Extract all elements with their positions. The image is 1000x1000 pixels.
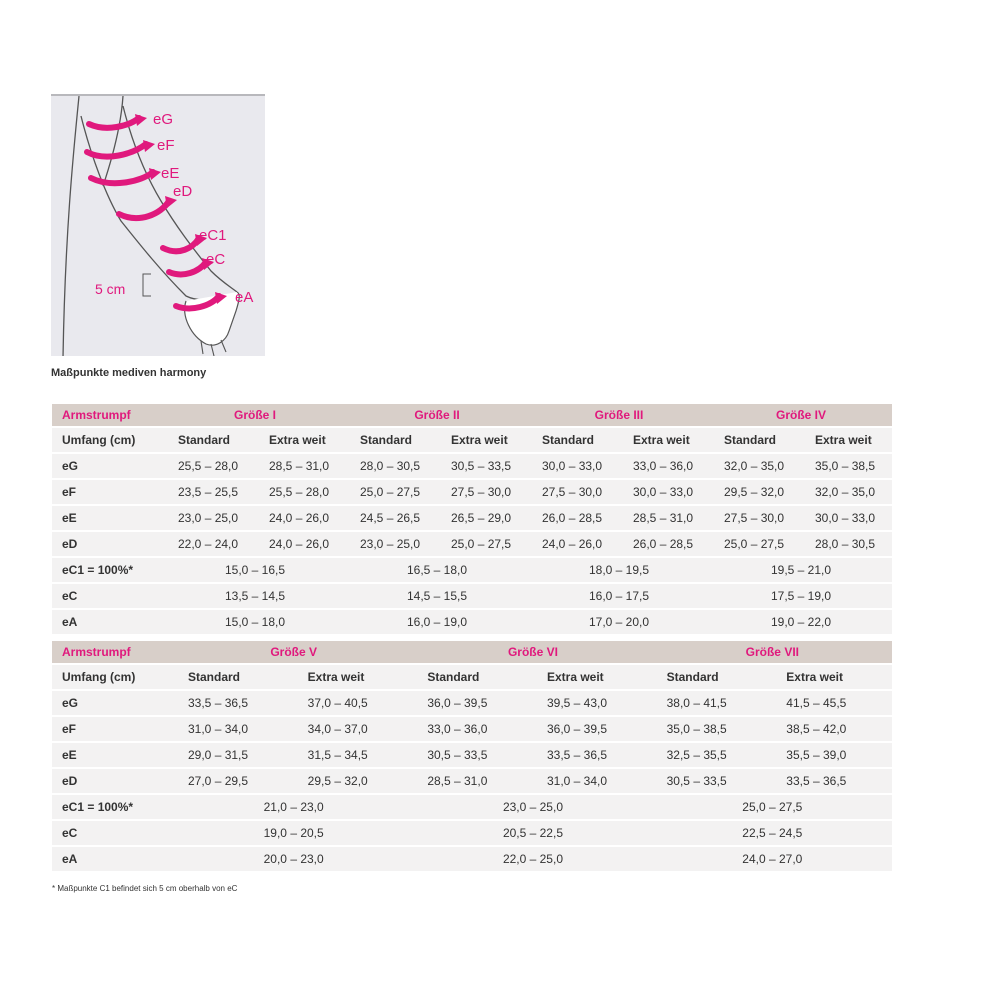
- row-label: eC1 = 100%*: [52, 558, 164, 582]
- table-cell: 30,5 – 33,5: [413, 743, 533, 767]
- table-cell: 32,0 – 35,0: [710, 454, 801, 478]
- size-group-header: Größe III: [528, 404, 710, 426]
- table-cell: 39,5 – 43,0: [533, 691, 653, 715]
- table-row: [52, 795, 892, 819]
- table-cell: 21,0 – 23,0: [174, 795, 413, 819]
- table-cell: 23,0 – 25,0: [346, 532, 437, 556]
- table-cell: 31,5 – 34,5: [294, 743, 414, 767]
- table-cell: 31,0 – 34,0: [174, 717, 294, 741]
- column-header: Extra weit: [533, 665, 653, 689]
- table-cell: 29,5 – 32,0: [710, 480, 801, 504]
- table-cell: 24,0 – 26,0: [528, 532, 619, 556]
- table-cell: 23,0 – 25,0: [413, 795, 652, 819]
- row-label: eD: [52, 532, 164, 556]
- column-header: Extra weit: [801, 428, 892, 452]
- row-label: eG: [52, 454, 164, 478]
- row-label: eA: [52, 610, 164, 634]
- table-cell: 35,0 – 38,5: [801, 454, 892, 478]
- table-cell: 30,5 – 33,5: [653, 769, 773, 793]
- column-header: Standard: [164, 428, 255, 452]
- table-cell: 33,0 – 36,0: [619, 454, 710, 478]
- table-cell: 13,5 – 14,5: [164, 584, 346, 608]
- size-group-header: Größe VII: [653, 641, 892, 663]
- table-cell: 41,5 – 45,5: [772, 691, 892, 715]
- table-cell: 35,0 – 38,5: [653, 717, 773, 741]
- arm-illustration: [51, 96, 265, 356]
- table-cell: 17,0 – 20,0: [528, 610, 710, 634]
- column-header: Extra weit: [294, 665, 414, 689]
- table-row: [52, 532, 892, 556]
- label-eE: eE: [161, 165, 180, 182]
- table-cell: 28,5 – 31,0: [255, 454, 346, 478]
- table-cell: 33,5 – 36,5: [533, 743, 653, 767]
- table-cell: 33,5 – 36,5: [174, 691, 294, 715]
- table-cell: 19,5 – 21,0: [710, 558, 892, 582]
- size-group-header: Größe VI: [413, 641, 652, 663]
- table-row: [52, 584, 892, 608]
- label-eC: eC: [206, 251, 226, 268]
- table-cell: 38,5 – 42,0: [772, 717, 892, 741]
- table-row: [52, 743, 892, 767]
- table-cell: 18,0 – 19,5: [528, 558, 710, 582]
- table-row: [52, 506, 892, 530]
- size-table-1: [52, 402, 892, 636]
- row-label: eC1 = 100%*: [52, 795, 174, 819]
- table-cell: 22,0 – 25,0: [413, 847, 652, 871]
- size-group-header: Größe V: [174, 641, 413, 663]
- header-label: Armstrumpf: [52, 641, 174, 663]
- table-cell: 22,5 – 24,5: [653, 821, 892, 845]
- table-cell: 24,0 – 26,0: [255, 532, 346, 556]
- row-label: eG: [52, 691, 174, 715]
- table-cell: 33,0 – 36,0: [413, 717, 533, 741]
- table-cell: 25,0 – 27,5: [437, 532, 528, 556]
- label-eD: eD: [173, 183, 193, 200]
- table-cell: 30,5 – 33,5: [437, 454, 528, 478]
- row-label: eE: [52, 506, 164, 530]
- row-label: eF: [52, 480, 164, 504]
- footnote: * Maßpunkte C1 befindet sich 5 cm oberhalb von eC: [52, 884, 238, 893]
- table-cell: 25,5 – 28,0: [255, 480, 346, 504]
- table-cell: 30,0 – 33,0: [619, 480, 710, 504]
- size-table-2: [52, 639, 892, 873]
- table-cell: 17,5 – 19,0: [710, 584, 892, 608]
- table-cell: 36,0 – 39,5: [413, 691, 533, 715]
- table-cell: 22,0 – 24,0: [164, 532, 255, 556]
- arm-measurement-figure: [51, 94, 265, 356]
- table-cell: 28,0 – 30,5: [346, 454, 437, 478]
- table-cell: 38,0 – 41,5: [653, 691, 773, 715]
- table-cell: 16,0 – 17,5: [528, 584, 710, 608]
- size-group-header: Größe II: [346, 404, 528, 426]
- table-cell: 28,5 – 31,0: [619, 506, 710, 530]
- column-header: Standard: [710, 428, 801, 452]
- row-label: eD: [52, 769, 174, 793]
- table-cell: 16,5 – 18,0: [346, 558, 528, 582]
- table-row: [52, 717, 892, 741]
- label-eG: eG: [153, 111, 174, 128]
- table-cell: 25,5 – 28,0: [164, 454, 255, 478]
- table-cell: 29,0 – 31,5: [174, 743, 294, 767]
- column-header: Standard: [413, 665, 533, 689]
- size-group-header: Größe IV: [710, 404, 892, 426]
- table-cell: 19,0 – 22,0: [710, 610, 892, 634]
- table-cell: 20,5 – 22,5: [413, 821, 652, 845]
- table-cell: 29,5 – 32,0: [294, 769, 414, 793]
- table-cell: 24,0 – 27,0: [653, 847, 892, 871]
- table-cell: 34,0 – 37,0: [294, 717, 414, 741]
- table-cell: 26,0 – 28,5: [528, 506, 619, 530]
- table-row: [52, 769, 892, 793]
- table-cell: 27,5 – 30,0: [710, 506, 801, 530]
- table-row: [52, 847, 892, 871]
- table-cell: 25,0 – 27,5: [710, 532, 801, 556]
- column-header: Extra weit: [437, 428, 528, 452]
- column-header: Standard: [653, 665, 773, 689]
- table-cell: 33,5 – 36,5: [772, 769, 892, 793]
- row-label: eA: [52, 847, 174, 871]
- table-cell: 35,5 – 39,0: [772, 743, 892, 767]
- table-cell: 23,5 – 25,5: [164, 480, 255, 504]
- table-cell: 37,0 – 40,5: [294, 691, 414, 715]
- circumference-label: Umfang (cm): [52, 428, 164, 452]
- column-header: Extra weit: [255, 428, 346, 452]
- table-cell: 30,0 – 33,0: [801, 506, 892, 530]
- table-cell: 26,0 – 28,5: [619, 532, 710, 556]
- size-group-header: Größe I: [164, 404, 346, 426]
- column-header: Standard: [528, 428, 619, 452]
- table-row: [52, 558, 892, 582]
- table-cell: 24,0 – 26,0: [255, 506, 346, 530]
- table-row: [52, 454, 892, 478]
- table-subheader-row: [52, 665, 892, 689]
- table-cell: 15,0 – 18,0: [164, 610, 346, 634]
- label-eA: eA: [235, 289, 254, 306]
- row-label: eC: [52, 584, 164, 608]
- circumference-label: Umfang (cm): [52, 665, 174, 689]
- row-label: eC: [52, 821, 174, 845]
- table-cell: 28,0 – 30,5: [801, 532, 892, 556]
- table-row: [52, 821, 892, 845]
- header-label: Armstrumpf: [52, 404, 164, 426]
- table-cell: 36,0 – 39,5: [533, 717, 653, 741]
- table-row: [52, 480, 892, 504]
- table-cell: 30,0 – 33,0: [528, 454, 619, 478]
- table-row: [52, 610, 892, 634]
- table-cell: 28,5 – 31,0: [413, 769, 533, 793]
- column-header: Standard: [346, 428, 437, 452]
- table-cell: 15,0 – 16,5: [164, 558, 346, 582]
- table-cell: 27,5 – 30,0: [437, 480, 528, 504]
- column-header: Extra weit: [619, 428, 710, 452]
- table-cell: 26,5 – 29,0: [437, 506, 528, 530]
- table-cell: 27,0 – 29,5: [174, 769, 294, 793]
- column-header: Standard: [174, 665, 294, 689]
- table-cell: 25,0 – 27,5: [653, 795, 892, 819]
- distance-label: 5 cm: [95, 281, 126, 297]
- table-header-row: [52, 641, 892, 663]
- table-header-row: [52, 404, 892, 426]
- table-cell: 32,5 – 35,5: [653, 743, 773, 767]
- row-label: eE: [52, 743, 174, 767]
- figure-caption: Maßpunkte mediven harmony: [51, 367, 207, 379]
- table-row: [52, 691, 892, 715]
- label-eF: eF: [157, 137, 175, 154]
- table-subheader-row: [52, 428, 892, 452]
- table-cell: 24,5 – 26,5: [346, 506, 437, 530]
- table-cell: 16,0 – 19,0: [346, 610, 528, 634]
- table-cell: 27,5 – 30,0: [528, 480, 619, 504]
- table-cell: 19,0 – 20,5: [174, 821, 413, 845]
- table-cell: 14,5 – 15,5: [346, 584, 528, 608]
- column-header: Extra weit: [772, 665, 892, 689]
- row-label: eF: [52, 717, 174, 741]
- table-cell: 25,0 – 27,5: [346, 480, 437, 504]
- table-cell: 31,0 – 34,0: [533, 769, 653, 793]
- table-cell: 23,0 – 25,0: [164, 506, 255, 530]
- table-cell: 32,0 – 35,0: [801, 480, 892, 504]
- label-eC1: eC1: [199, 227, 227, 244]
- table-cell: 20,0 – 23,0: [174, 847, 413, 871]
